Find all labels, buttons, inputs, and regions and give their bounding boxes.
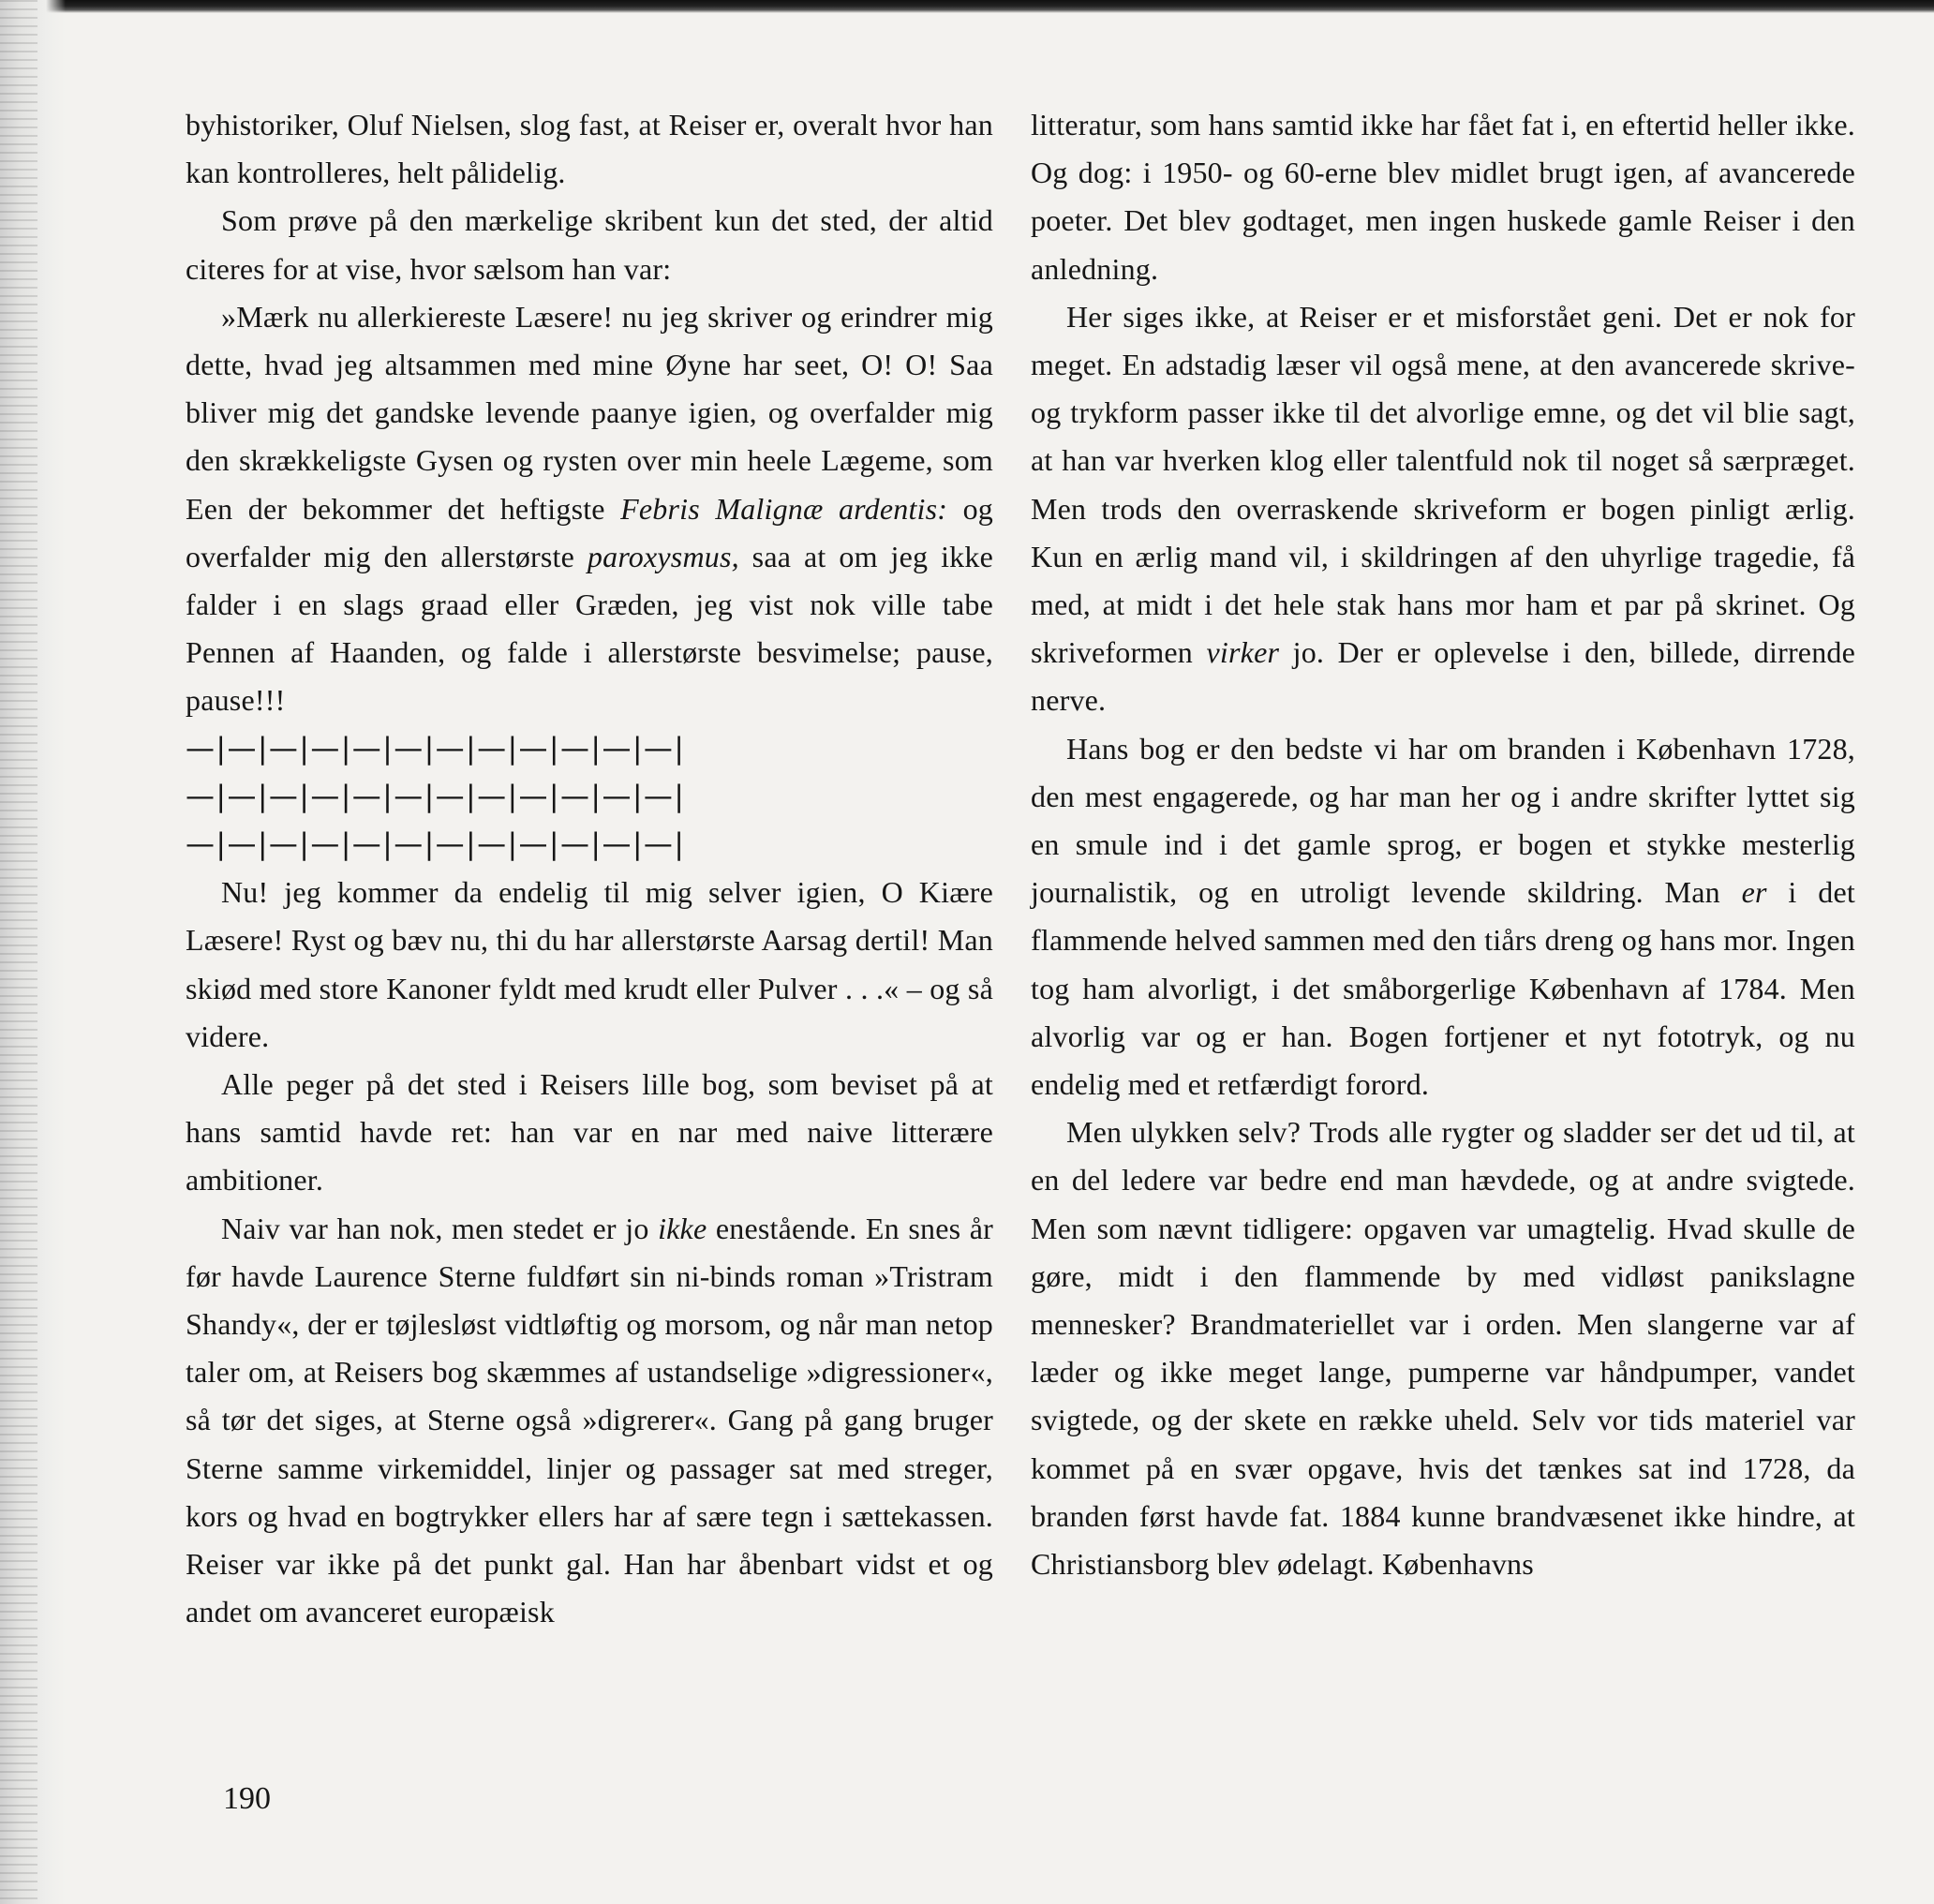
paragraph-6-part-b: enestående. En snes år før havde Laurence Sterne fuldført sin ni-binds roman »Tristram Shandy«, der er tøjlesløst vidtløftig og morsom, og når man netop taler om, at Reisers bog skæmmes af ustandselige »digressioner«, så tør det siges, at Sterne også »digrerer«. Gang på gang bruger Sterne samme virkemiddel, linjer og passager sat med streger, kors og hvad en bogtrykker ellers har af sære tegn i sættekassen. Reiser var ikke på det punkt gal. Han har åbenbart vidst et og andet om avanceret europæisk [186,1211,994,1629]
dash-rule-line-3: —|—|—|—|—|—|—|—|—|—|—|—| [186,827,686,862]
left-paragraph-6 [186,1205,993,1637]
quote-text-part-b: og overfalder mig den allerstørste [186,491,993,573]
right-paragraph-4: Men ulykken selv? Trods alle rygter og sladder ser det ud til, at en del ledere var bedre end man hævdede, og at andre svigtede. Men som nævnt tidligere: opgaven var umagtelig. Hvad skulle de gøre, midt i den flammende by med vidløst panikslagne mennesker? Brandmateriellet var i orden. Men slangerne var af læder og ikke meget lange, pumperne var håndpumper, vandet svigtede, og der skete en række uheld. Selv vor tids materiel var kommet på en svær opgave, hvis det tænkes sat ind 1728, da branden først havde fat. 1884 kunne brandvæsenet ikke hindre, at Christiansborg blev ødelagt. Københavns [1031,1115,1855,1582]
quote-italic-latin-term: Febris Malignæ ardentis: [620,491,948,526]
paragraph-6-part-a: Naiv var han nok, men stedet er jo [221,1211,659,1245]
left-paragraph-1: byhistoriker, Oluf Nielsen, slog fast, at Reiser er, overalt hvor han kan kontrolleres, helt pålidelig. [186,108,993,190]
paragraph-6-italic-ikke: ikke [658,1211,707,1245]
right-paragraph-3 [1031,725,1855,1109]
right-paragraph-2-italic-virker: virker [1206,635,1280,670]
dash-rule-line-1: —|—|—|—|—|—|—|—|—|—|—|—| [186,731,686,766]
right-paragraph-2-part-a: Her siges ikke, at Reiser er et misforstået geni. Det er nok for meget. En adstadig læser vil også mene, at den avancerede skrive- og trykform passer ikke til det alvorlige emne, og det vil blie sagt, at han var hverken klog eller talentfuld nok til noget så særpræget. Men trods den overraskende skriveform er bogen pinligt ærlig. Kun en ærlig mand vil, i skildringen af den uhyrlige tragedie, få med, at midt i det hele stak hans mor ham et par på skrinet. Og skriveformen [1031,299,1855,670]
right-paragraph-3-part-a: Hans bog er den bedste vi har om branden i København 1728, den mest engagerede, og har man her og i andre skrifter lyttet sig en smule ind i det gamle sprog, er bogen et stykke mesterlig journalistik, og en utroligt levende skildring. Man [1031,731,1855,910]
right-text-column [1031,101,1855,1588]
left-paragraph-5: Alle peger på det sted i Reisers lille bog, som beviset på at hans samtid havde ret: han var en nar med naive litterære ambitioner. [186,1067,993,1197]
right-paragraph-2 [1031,293,1855,725]
right-paragraph-1: litteratur, som hans samtid ikke har fået fat i, en eftertid heller ikke. Og dog: i 1950- og 60-erne blev midlet brugt igen, af avancerede poeter. Det blev godtaget, men ingen huskede gamle Reiser i den anledning. [1031,108,1855,286]
quote-text-part-c: saa at om jeg ikke falder i en slags graad eller Græden, jeg vist nok ville tabe Pennen af Haanden, og falde i allerstørste besvimelse; pause, pause!!! [186,539,993,718]
left-paragraph-quote [186,293,993,725]
page-number: 190 [223,1781,271,1816]
quote-text-part-a: »Mærk nu allerkiereste Læsere! nu jeg skriver og erindrer mig dette, hvad jeg altsammen med mine Øyne har seet, O! O! Saa bliver mig det gandske levende paanye igien, og overfalder mig den skrækkeligste Gysen og rysten over min heele Lægeme, som Een der bekommer det heftigste [186,299,993,526]
dash-rule-line-2: —|—|—|—|—|—|—|—|—|—|—|—| [186,779,686,813]
right-paragraph-3-italic-er: er [1741,875,1767,910]
right-paragraph-2-part-b: jo. Der er oplevelse i den, billede, dirrende nerve. [1031,635,1856,718]
left-text-column [186,101,993,1637]
left-paragraph-4: Nu! jeg kommer da endelig til mig selver igien, O Kiære Læsere! Ryst og bæv nu, thi du har allerstørste Aarsag dertil! Man skiød med store Kanoner fyldt med krudt eller Pulver . . .« – og så videre. [186,875,993,1053]
book-spine-texture [0,0,37,1904]
left-paragraph-2: Som prøve på den mærkelige skribent kun det sted, der altid citeres for at vise, hvor sælsom han var: [186,203,993,286]
quote-italic-paroxysmus: paroxysmus, [587,539,739,573]
page-top-edge-shadow [0,0,1934,13]
right-paragraph-3-part-b: i det flammende helved sammen med den tiårs dreng og hans mor. Ingen tog ham alvorligt, i det småborgerlige København af 1784. Men alvorlig var og er han. Bogen fortjener et nyt fototryk, og nu endelig med et retfærdigt forord. [1031,875,1856,1102]
